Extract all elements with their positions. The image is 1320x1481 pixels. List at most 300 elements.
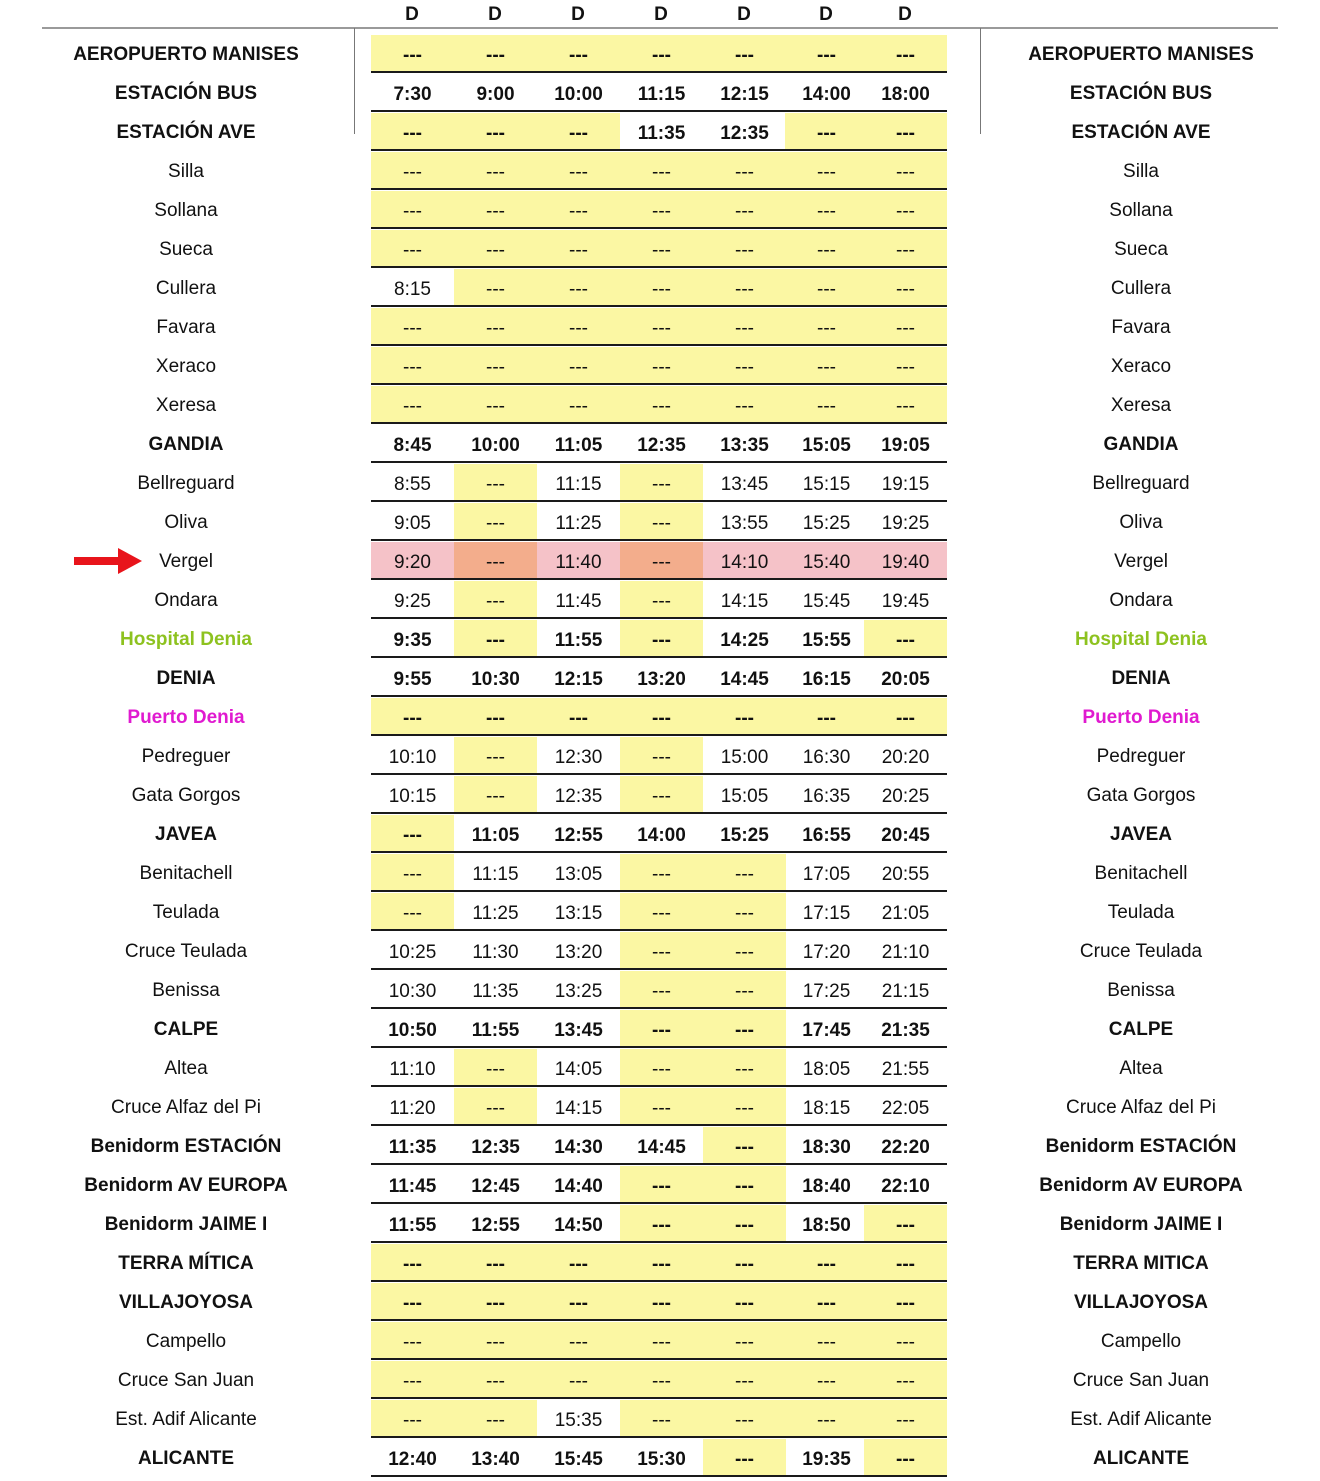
timetable-row (0, 893, 1320, 932)
timetable-row (0, 464, 1320, 503)
time-cell: --- (620, 347, 703, 385)
stop-name-left: Sollana (154, 200, 218, 221)
time-cell: 11:25 (537, 503, 620, 541)
time-cell: --- (371, 230, 454, 268)
time-cell: --- (703, 1361, 786, 1399)
service-header: D (819, 4, 833, 25)
time-cell: 12:35 (537, 776, 620, 814)
timetable-row (0, 425, 1320, 464)
time-cell: --- (620, 464, 703, 502)
time-cell: 15:25 (785, 503, 868, 541)
time-cell: 17:05 (785, 854, 868, 892)
time-cell: 13:45 (703, 464, 786, 502)
time-cell: 12:35 (620, 425, 703, 463)
time-cell: 9:05 (371, 503, 454, 541)
time-cell: --- (620, 1361, 703, 1399)
stop-name-right: Benissa (1107, 980, 1175, 1001)
time-cell: 13:20 (620, 659, 703, 697)
stop-name-left: Altea (164, 1058, 208, 1079)
time-cell: 20:55 (864, 854, 947, 892)
time-cell: 9:20 (371, 542, 454, 580)
stop-name-right: AEROPUERTO MANISES (1028, 44, 1254, 65)
time-cell: 13:45 (537, 1010, 620, 1048)
time-cell: --- (620, 854, 703, 892)
time-cell: 10:30 (454, 659, 537, 697)
time-cell: --- (620, 1244, 703, 1282)
time-cell: 12:35 (454, 1127, 537, 1165)
time-cell: 15:15 (785, 464, 868, 502)
time-cell: --- (703, 308, 786, 346)
timetable-row (0, 1361, 1320, 1400)
time-cell: --- (537, 152, 620, 190)
stop-name-right: Cruce San Juan (1072, 1370, 1210, 1391)
timetable-row (0, 854, 1320, 893)
time-cell: --- (703, 230, 786, 268)
stop-name-right: DENIA (1111, 668, 1171, 689)
time-cell: --- (785, 1361, 868, 1399)
stop-name-left: ESTACIÓN AVE (116, 122, 256, 143)
time-cell: --- (371, 1283, 454, 1321)
stop-name-left: Oliva (164, 512, 208, 533)
time-cell: --- (454, 230, 537, 268)
stop-name-left: Cruce Teulada (124, 941, 248, 962)
timetable-row (0, 932, 1320, 971)
time-cell: 15:05 (785, 425, 868, 463)
time-cell: 11:55 (537, 620, 620, 658)
stop-name-left: JAVEA (155, 824, 217, 845)
time-cell: --- (620, 308, 703, 346)
timetable-row (0, 152, 1320, 191)
time-cell: --- (785, 1322, 868, 1360)
stop-name-left: GANDIA (148, 434, 224, 455)
time-cell: --- (785, 1244, 868, 1282)
time-cell: --- (703, 191, 786, 229)
stop-name-right: Sollana (1109, 200, 1173, 221)
red-arrow-icon (74, 548, 142, 574)
stop-name-left: Xeraco (155, 356, 217, 377)
time-cell: 13:35 (703, 425, 786, 463)
stop-name-left: ESTACIÓN BUS (114, 83, 258, 104)
time-cell: --- (864, 308, 947, 346)
time-cell: --- (864, 698, 947, 736)
time-cell: --- (537, 1361, 620, 1399)
timetable-row (0, 659, 1320, 698)
stop-name-right: Cullera (1110, 278, 1172, 299)
timetable-row (0, 308, 1320, 347)
stop-name-right: Silla (1123, 161, 1159, 182)
time-cell: 22:05 (864, 1088, 947, 1126)
stop-name-left: Silla (168, 161, 204, 182)
time-cell: 11:45 (537, 581, 620, 619)
timetable-row (0, 347, 1320, 386)
stop-name-right: Vergel (1114, 551, 1168, 572)
time-cell: --- (864, 347, 947, 385)
time-cell: --- (620, 542, 703, 580)
time-cell: 13:25 (537, 971, 620, 1009)
timetable-row (0, 1400, 1320, 1439)
time-cell: 20:20 (864, 737, 947, 775)
time-cell: --- (785, 698, 868, 736)
time-cell: 11:05 (454, 815, 537, 853)
time-cell: --- (785, 1283, 868, 1321)
time-cell: 14:05 (537, 1049, 620, 1087)
time-cell: --- (703, 386, 786, 424)
time-cell: --- (620, 1322, 703, 1360)
time-cell: --- (703, 1049, 786, 1087)
time-cell: 8:15 (371, 269, 454, 307)
time-cell: 14:25 (703, 620, 786, 658)
timetable-row (0, 1166, 1320, 1205)
time-cell: --- (703, 1244, 786, 1282)
time-cell: 10:15 (371, 776, 454, 814)
time-cell: 18:05 (785, 1049, 868, 1087)
time-cell: --- (620, 191, 703, 229)
time-cell: 12:55 (454, 1205, 537, 1243)
time-cell: 11:15 (537, 464, 620, 502)
time-cell: --- (620, 1010, 703, 1048)
time-cell: --- (620, 737, 703, 775)
time-cell: --- (620, 503, 703, 541)
time-cell: 10:50 (371, 1010, 454, 1048)
time-cell: --- (620, 386, 703, 424)
time-cell: --- (620, 932, 703, 970)
stop-name-left: Pedreguer (141, 746, 231, 767)
time-cell: 14:30 (537, 1127, 620, 1165)
time-cell: --- (454, 776, 537, 814)
time-cell: 11:55 (454, 1010, 537, 1048)
time-cell: 16:30 (785, 737, 868, 775)
time-cell: --- (537, 191, 620, 229)
time-cell: --- (785, 308, 868, 346)
stop-name-right: TERRA MITICA (1073, 1253, 1209, 1274)
stop-name-right: ALICANTE (1092, 1448, 1190, 1469)
time-cell: 11:20 (371, 1088, 454, 1126)
time-cell: 11:25 (454, 893, 537, 931)
time-cell: --- (454, 1283, 537, 1321)
stop-name-right: Sueca (1114, 239, 1168, 260)
time-cell: --- (454, 386, 537, 424)
time-cell: --- (454, 698, 537, 736)
stop-name-left: VILLAJOYOSA (118, 1292, 254, 1313)
time-cell: --- (454, 35, 537, 73)
time-cell: 21:15 (864, 971, 947, 1009)
stop-name-left: Teulada (152, 902, 220, 923)
time-cell: --- (703, 152, 786, 190)
stop-name-left: DENIA (156, 668, 216, 689)
time-cell: --- (454, 269, 537, 307)
stop-name-right: Xeraco (1110, 356, 1172, 377)
time-cell: 11:35 (371, 1127, 454, 1165)
time-cell: 15:25 (703, 815, 786, 853)
time-cell: --- (620, 698, 703, 736)
time-cell: 14:45 (620, 1127, 703, 1165)
time-cell: 22:10 (864, 1166, 947, 1204)
timetable-row (0, 815, 1320, 854)
time-cell: 14:15 (703, 581, 786, 619)
time-cell: --- (620, 35, 703, 73)
time-cell: --- (537, 308, 620, 346)
stop-name-right: Puerto Denia (1082, 707, 1200, 728)
time-cell: 11:40 (537, 542, 620, 580)
stop-name-right: Altea (1119, 1058, 1163, 1079)
time-cell: 11:15 (454, 854, 537, 892)
stop-name-right: ESTACIÓN AVE (1071, 122, 1211, 143)
time-cell: 13:05 (537, 854, 620, 892)
time-cell: --- (454, 737, 537, 775)
time-cell: 14:10 (703, 542, 786, 580)
time-cell: --- (620, 1049, 703, 1087)
timetable-row (0, 230, 1320, 269)
service-header: D (898, 4, 912, 25)
stop-name-left: Benidorm ESTACIÓN (90, 1136, 282, 1157)
time-cell: 22:20 (864, 1127, 947, 1165)
time-cell: --- (537, 386, 620, 424)
time-cell: 19:15 (864, 464, 947, 502)
time-cell: --- (620, 620, 703, 658)
time-cell: --- (371, 191, 454, 229)
stop-name-left: Benidorm JAIME I (104, 1214, 268, 1235)
time-cell: 11:35 (620, 113, 703, 151)
stop-name-left: Benidorm AV EUROPA (84, 1175, 288, 1196)
time-cell: 12:35 (703, 113, 786, 151)
service-header: D (488, 4, 502, 25)
timetable-row (0, 35, 1320, 74)
timetable-row (0, 74, 1320, 113)
time-cell: --- (864, 113, 947, 151)
time-cell: --- (620, 1283, 703, 1321)
time-cell: 21:10 (864, 932, 947, 970)
time-cell: --- (454, 308, 537, 346)
time-cell: 9:35 (371, 620, 454, 658)
time-cell: 12:15 (703, 74, 786, 112)
time-cell: --- (620, 893, 703, 931)
stop-name-right: Ondara (1109, 590, 1173, 611)
time-cell: --- (371, 308, 454, 346)
stop-name-left: ALICANTE (137, 1448, 235, 1469)
time-cell: --- (454, 1361, 537, 1399)
timetable-row (0, 737, 1320, 776)
time-cell: --- (785, 152, 868, 190)
time-cell: 19:05 (864, 425, 947, 463)
time-cell: --- (620, 1400, 703, 1438)
stop-name-right: Gata Gorgos (1086, 785, 1196, 806)
time-cell: --- (620, 1205, 703, 1243)
time-cell: --- (454, 347, 537, 385)
time-cell: --- (454, 464, 537, 502)
time-cell: --- (864, 386, 947, 424)
stop-name-right: Favara (1111, 317, 1171, 338)
time-cell: 10:00 (537, 74, 620, 112)
time-cell: 21:55 (864, 1049, 947, 1087)
timetable-row (0, 386, 1320, 425)
time-cell: 16:55 (785, 815, 868, 853)
time-cell: --- (537, 269, 620, 307)
service-header: D (405, 4, 419, 25)
time-cell: --- (864, 620, 947, 658)
time-cell: --- (537, 35, 620, 73)
timetable-row (0, 1205, 1320, 1244)
time-cell: --- (864, 35, 947, 73)
stop-name-left: Sueca (159, 239, 213, 260)
time-cell: --- (537, 230, 620, 268)
time-cell: --- (703, 854, 786, 892)
time-cell: --- (454, 1400, 537, 1438)
stop-name-right: ESTACIÓN BUS (1069, 83, 1213, 104)
time-cell: 17:45 (785, 1010, 868, 1048)
time-cell: --- (703, 932, 786, 970)
time-cell: --- (785, 113, 868, 151)
time-cell: 14:40 (537, 1166, 620, 1204)
time-cell: 12:55 (537, 815, 620, 853)
time-cell: 18:50 (785, 1205, 868, 1243)
stop-name-left: Est. Adif Alicante (115, 1409, 257, 1430)
time-cell: --- (537, 113, 620, 151)
time-cell: --- (371, 893, 454, 931)
time-cell: --- (703, 1205, 786, 1243)
time-cell: 13:15 (537, 893, 620, 931)
time-cell: 19:25 (864, 503, 947, 541)
time-cell: 15:05 (703, 776, 786, 814)
time-cell: 19:40 (864, 542, 947, 580)
timetable-row (0, 1283, 1320, 1322)
time-cell: --- (371, 113, 454, 151)
time-cell: --- (864, 1322, 947, 1360)
time-cell: 9:55 (371, 659, 454, 697)
time-cell: 19:45 (864, 581, 947, 619)
time-cell: --- (864, 230, 947, 268)
time-cell: --- (537, 1322, 620, 1360)
time-cell: 11:10 (371, 1049, 454, 1087)
stop-name-right: Benidorm AV EUROPA (1039, 1175, 1243, 1196)
time-cell: --- (371, 1400, 454, 1438)
time-cell: --- (785, 1400, 868, 1438)
time-cell: 16:35 (785, 776, 868, 814)
time-cell: 15:35 (537, 1400, 620, 1438)
time-cell: 10:00 (454, 425, 537, 463)
time-cell: --- (454, 1322, 537, 1360)
time-cell: 13:40 (454, 1439, 537, 1477)
stop-name-left: Bellreguard (137, 473, 235, 494)
stop-name-right: Benitachell (1094, 863, 1188, 884)
time-cell: --- (371, 386, 454, 424)
time-cell: --- (537, 698, 620, 736)
time-cell: 15:45 (537, 1439, 620, 1477)
stop-name-left: Cullera (155, 278, 217, 299)
time-cell: 15:30 (620, 1439, 703, 1477)
timetable-row (0, 1127, 1320, 1166)
time-cell: --- (864, 1361, 947, 1399)
time-cell: 10:10 (371, 737, 454, 775)
service-header: D (571, 4, 585, 25)
time-cell: --- (703, 698, 786, 736)
stop-name-left: Puerto Denia (127, 707, 245, 728)
timetable-row (0, 191, 1320, 230)
time-cell: --- (454, 542, 537, 580)
stop-name-right: Benidorm ESTACIÓN (1045, 1136, 1237, 1157)
time-cell: 21:05 (864, 893, 947, 931)
stop-name-left: Campello (145, 1331, 227, 1352)
time-cell: 15:55 (785, 620, 868, 658)
timetable-row (0, 269, 1320, 308)
time-cell: --- (785, 269, 868, 307)
time-cell: --- (620, 269, 703, 307)
time-cell: --- (371, 1322, 454, 1360)
stop-name-left: AEROPUERTO MANISES (73, 44, 299, 65)
stop-name-right: Est. Adif Alicante (1070, 1409, 1212, 1430)
time-cell: --- (454, 503, 537, 541)
timetable-row (0, 1244, 1320, 1283)
time-cell: 19:35 (785, 1439, 868, 1477)
time-cell: 11:55 (371, 1205, 454, 1243)
time-cell: 11:30 (454, 932, 537, 970)
stop-name-left: CALPE (153, 1019, 219, 1040)
time-cell: 13:55 (703, 503, 786, 541)
stop-name-left: TERRA MÍTICA (118, 1253, 254, 1274)
time-cell: --- (864, 269, 947, 307)
time-cell: 20:05 (864, 659, 947, 697)
stop-name-right: Pedreguer (1096, 746, 1186, 767)
time-cell: 17:20 (785, 932, 868, 970)
stop-name-left: Xeresa (155, 395, 217, 416)
stop-name-right: Hospital Denia (1075, 629, 1207, 650)
time-cell: --- (785, 191, 868, 229)
time-cell: 10:30 (371, 971, 454, 1009)
time-cell: 8:55 (371, 464, 454, 502)
stop-name-right: Cruce Alfaz del Pi (1066, 1097, 1216, 1118)
time-cell: 11:45 (371, 1166, 454, 1204)
timetable-row (0, 1322, 1320, 1361)
time-cell: --- (620, 971, 703, 1009)
time-cell: 15:00 (703, 737, 786, 775)
time-cell: --- (537, 1283, 620, 1321)
time-cell: 14:00 (785, 74, 868, 112)
time-cell: 11:15 (620, 74, 703, 112)
time-cell: 7:30 (371, 74, 454, 112)
time-cell: 8:45 (371, 425, 454, 463)
time-cell: --- (703, 1283, 786, 1321)
time-cell: --- (537, 1244, 620, 1282)
stop-name-right: Teulada (1107, 902, 1175, 923)
stop-name-left: Ondara (154, 590, 218, 611)
time-cell: --- (703, 893, 786, 931)
time-cell: --- (454, 1244, 537, 1282)
stop-name-left: Cruce Alfaz del Pi (111, 1097, 261, 1118)
time-cell: --- (371, 1361, 454, 1399)
time-cell: 15:40 (785, 542, 868, 580)
time-cell: --- (537, 347, 620, 385)
time-cell: --- (703, 269, 786, 307)
time-cell: 20:25 (864, 776, 947, 814)
time-cell: --- (703, 1439, 786, 1477)
time-cell: --- (454, 113, 537, 151)
time-cell: --- (703, 1088, 786, 1126)
time-cell: 14:50 (537, 1205, 620, 1243)
stop-name-left: Vergel (159, 551, 213, 572)
time-cell: --- (703, 1010, 786, 1048)
time-cell: 14:00 (620, 815, 703, 853)
timetable-row (0, 698, 1320, 737)
time-cell: --- (371, 1244, 454, 1282)
stop-name-right: JAVEA (1110, 824, 1172, 845)
time-cell: --- (371, 152, 454, 190)
time-cell: --- (703, 971, 786, 1009)
time-cell: --- (864, 152, 947, 190)
time-cell: 9:25 (371, 581, 454, 619)
timetable-row (0, 113, 1320, 152)
stop-name-left: Hospital Denia (120, 629, 252, 650)
time-cell: --- (703, 1400, 786, 1438)
time-cell: --- (864, 1205, 947, 1243)
